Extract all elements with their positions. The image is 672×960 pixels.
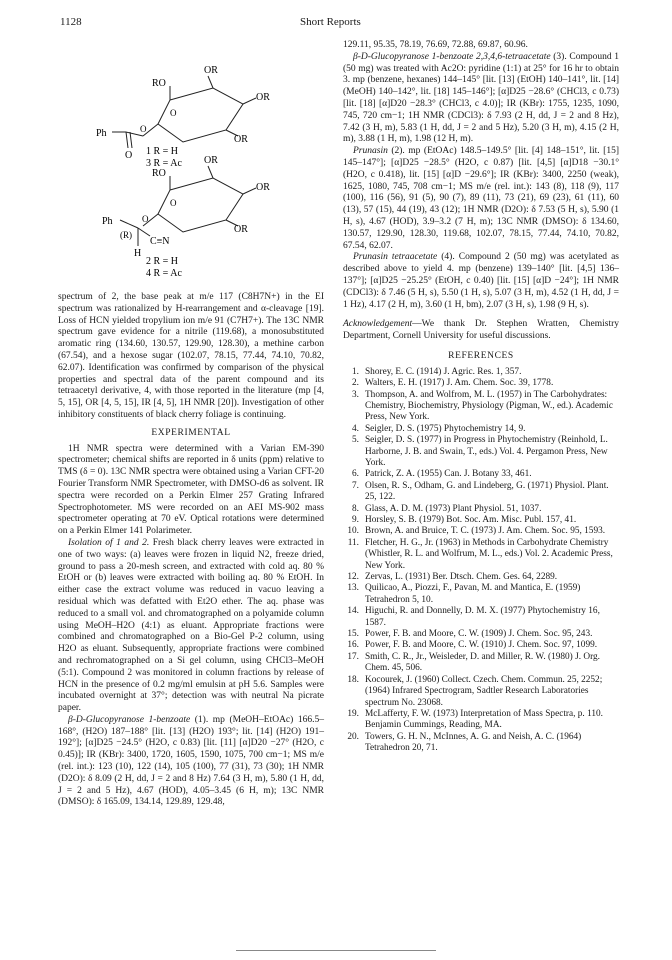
reference-number: 13. — [347, 583, 359, 594]
reference-number: 12. — [347, 572, 359, 583]
struct-label: (R) — [120, 230, 132, 240]
reference-text: Thompson, A. and Wolfrom, M. L. (1957) in The Carbohydrates: Chemistry, Biochemistry, Physiology (Pigman, W., ed.). Academic Press, New York. — [365, 389, 613, 423]
benzoate-text: (1). mp (MeOH–EtOAc) 166.5–168°, (H2O) 187–188° [lit. [13] (H2O) 193°; lit. [14] (H2O) 191–192°]; [α]D25 −24.5° (H2O, c 0.83) [lit. [11] [α]D20 −27° (H2O, c 0.45)]; IR (KBr): 3400, 1720, 1605, 1590, 1075, 700 cm−1; MS m/e (rel. int.): 123 (10), 122 (14), 105 (100), 77 (31), 73 (30); 1H NMR (D2O): δ 8.09 (2 H, dd, J = 2 and 8 Hz) 7.64 (3 H, m), 5.80 (1 H, dd, J = 2 and 5 Hz), 4.67 (HOD), 4.05–3.45 (6 H, m); 13C NMR (DMSO): δ 165.09, 134.14, 129.89, 129.48, — [58, 714, 324, 808]
running-head: Short Reports — [300, 16, 361, 28]
reference-number: 11. — [347, 537, 359, 548]
struct-label: Ph — [96, 128, 107, 139]
acknowledgement — [343, 319, 619, 343]
chemical-structures — [58, 58, 308, 280]
reference-item — [343, 481, 619, 504]
reference-item — [343, 675, 619, 709]
reference-item — [343, 538, 619, 572]
reference-text: Kocourek, J. (1960) Collect. Czech. Chem. Commun. 25, 2252; (1964) Infrared Spectrogram, Sadtler Research Laboratories spectrum No. 23068. — [365, 674, 603, 708]
reference-text: Power, F. B. and Moore, C. W. (1910) J. Chem. Soc. 97, 1099. — [365, 640, 598, 651]
reference-number: 8. — [352, 503, 359, 514]
struct-label: OR — [234, 134, 248, 145]
reference-item — [343, 367, 619, 378]
struct-label: H — [134, 248, 142, 259]
reference-text: Horsley, S. B. (1979) Bot. Soc. Am. Misc. Publ. 157, 41. — [365, 515, 577, 525]
reference-text: Towers, G. H. N., McInnes, A. G. and Neish, A. C. (1964) Tetrahedron 20, 71. — [365, 731, 582, 754]
isolation-paragraph — [58, 538, 324, 715]
prunasin-text: (2). mp (EtOAc) 148.5–149.5° [lit. [4] 148–151°, lit. [15] 145–147°]; [α]D25 −28.5° (H2O, c 0.87) [lit. [4,5] [α]D18 −30.1° (H2O, c 0.418), lit. [15] [α]D −29.6°]; IR (KBr): 3400, 2250 (weak), 1625, 1080, 745, 708 cm−1; MS m/e (rel. int.): 143 (8), 118 (9), 117 (100), 116 (56), 91 (5), 90 (7), 89 (11), 73 (21), 69 (23), 61 (11), 60 (13), 57 (15), 44 (19), 43 (12); 1H NMR (D2O): δ 7.53 (5 H, s), 5.90 (1 H, s), 4.67 (HOD), 3.9–3.2 (7 H, m); 13C NMR (DMSO): δ 134.60, 130.57, 129.90, 128.30, 119.68, 102.07, 78.15, 77.44, 74.10, 70.82, 67.54, 62.07. — [343, 146, 619, 251]
references-list — [343, 367, 619, 755]
tetraacetate-paragraph — [343, 52, 619, 146]
reference-text: Olsen, R. S., Odham, G. and Lindeberg, G. (1971) Physiol. Plant. 25, 122. — [365, 480, 609, 503]
reference-item — [343, 572, 619, 583]
tetraacetate-text: (3). Compound 1 (50 mg) was treated with Ac2O: pyridine (1:1) at 25° for 16 hr to obtain 3. mp (benzene, hexanes) 144–145° [lit. [13] (EtOH) 140–141°, lit. [14] (MeOH) 140–142°, lit. [18] 145–146°]; [α]D25 −28.6° (CHCl3, c 0.73) [lit. [18] [α]D20 −28.3° (CHCl3, c 4.0)]; IR (KBr): 1755, 1235, 1090, 745, 720 cm−1; 1H NMR (CDCl3): δ 7.93 (2 H, dd, J = 2 and 8 Hz), 7.42 (3 H, m), 5.83 (1 H, dd, J = 2 and 5 Hz), 5.20 (3 H, m), 4.15 (2 H, m), 3.88 (1 H, m), 1.98 (12 H, m). — [343, 51, 619, 145]
reference-number: 19. — [347, 708, 359, 719]
isolation-text: Fresh black cherry leaves were extracted in one of two ways: (a) leaves were frozen in liquid N2, freeze dried, ground to pass a 20-mesh screen, and extracted with cold aq. 80 % EtOH or (b) leaves were extracted with boiling aq. 80 % EtOH. In either case the extract volume was reduced in vacuo leaving a residual which was defatted with Et2O ether. The aq. phase was reduced to a small vol. and chromatographed on a polyamide column using MeOH–H2O (4:1) as eluant. Appropriate fractions were combined and chromatographed on a Bio-Gel P-2 column, using H2O as eluant. Subsequently, appropriate fractions were combined and rechromatographed on a Si gel column, using CHCl3–MeOH (5:1). Compound 2 was monitored in column fractions by release of HCN in the presence of 0.2 mg/ml emulsin at pH 5.6. Samples were incubated overnight at 37°; detection was with neutral Na picrate paper. — [58, 537, 324, 714]
struct-label: RO — [152, 168, 166, 179]
reference-item — [343, 504, 619, 515]
struct-label: OR — [204, 155, 218, 166]
page-number: 1128 — [60, 16, 82, 28]
reference-text: Higuchi, R. and Donnelly, D. M. X. (1977) Phytochemistry 16, 1587. — [365, 606, 600, 628]
reference-item — [343, 709, 619, 732]
reference-text: McLafferty, F. W. (1973) Interpretation of Mass Spectra, p. 110. Benjamin Cummings, Reading, MA. — [365, 708, 603, 731]
prunasin-tetraacetate-text: (4). Compound 2 (50 mg) was acetylated as described above to yield 4. mp (benzene) 139–140° [lit. [4,5] 136–137°]; [α]D25 −25.25° (EtOH, c 0.40) [lit. [15] [α]D −24°]; 1H NMR (CDCl3): δ 7.46 (5 H, s), 5.50 (1 H, s), 5.07 (3 H, m), 4.52 (1 H, dd, J = 1 Hz), 4.17 (2 H, m), 3.60 (1 H, bm), 2.07 (3 H, s), 1.98 (9 H, s). — [343, 252, 619, 310]
reference-text: Patrick, Z. A. (1955) Can. J. Botany 33, 461. — [365, 469, 532, 480]
left-column — [58, 292, 324, 809]
struct-label: OR — [234, 224, 248, 235]
prunasin-paragraph — [343, 146, 619, 252]
reference-item — [343, 390, 619, 424]
reference-number: 10. — [347, 526, 359, 537]
reference-item — [343, 515, 619, 526]
reference-number: 16. — [347, 640, 359, 651]
compound-label: 3 R = Ac — [146, 158, 182, 169]
reference-text: Power, F. B. and Moore, C. W. (1909) J. Chem. Soc. 95, 243. — [365, 629, 593, 640]
reference-item — [343, 469, 619, 480]
right-column — [343, 40, 619, 755]
reference-text: Smith, C. R., Jr., Weisleder, D. and Miller, R. W. (1980) J. Org. Chem. 45, 506. — [365, 651, 600, 674]
struct-label: OR — [204, 65, 218, 76]
methods-paragraph: 1H NMR spectra were determined with a Varian EM-390 spectrometer; chemical shifts are reported in δ units (ppm) relative to TMS (δ = 0). 13C NMR spectra were obtained using a Varian CFT-20 Fourier Transform NMR Spectrometer, with DMSO-d6 as solvent. IR spectra were recorded on a Perkin Elmer 257 Grating Infrared Spectrophotometer. MS were recorded on an AEI MS-902 mass spectrometer operating at 70 eV. Optical rotations were determined on a Perkin Elmer 141 Polarimeter. — [58, 443, 324, 537]
reference-number: 9. — [352, 515, 359, 525]
references-heading: REFERENCES — [448, 350, 514, 361]
struct-label: C≡N — [150, 236, 170, 247]
reference-number: 5. — [352, 435, 359, 446]
ack-text: —We thank Dr. Stephen Wratten, Chemistry Department, Cornell University for useful discussions. — [343, 319, 619, 342]
ack-title: Acknowledgement — [343, 319, 413, 330]
reference-text: Walters, E. H. (1917) J. Am. Chem. Soc. 39, 1778. — [365, 378, 554, 389]
reference-text: Zervas, L. (1931) Ber. Dtsch. Chem. Ges. 64, 2289. — [365, 572, 558, 583]
struct-label: O — [170, 198, 177, 208]
benzoate-title: β-D-Glucopyranose 1-benzoate — [68, 714, 191, 725]
reference-number: 20. — [347, 731, 359, 742]
reference-number: 4. — [352, 423, 359, 434]
reference-text: Shorey, E. C. (1914) J. Agric. Res. 1, 357. — [365, 366, 522, 377]
tetraacetate-title: β-D-Glucopyranose 1-benzoate 2,3,4,6-tetraacetate — [353, 51, 551, 62]
results-paragraph: spectrum of 2, the base peak at m/e 117 (C8H7N+) in the EI spectrum was rationalized by H-rearrangement and α-cleavage [19]. Loss of HCN yielded tropylium ion m/e 91 (C7H7+). The 13C NMR spectrum gave evidence for a nitrile (119.68), a monosubstituted aromatic ring (134.60, 130.57, 129.90, 128.30), a methine carbon (67.54), and a hexose sugar (102.07, 78.15, 77.44, 74.10, 70.82, 62.07). Identification was confirmed by comparison of the physical properties and spectral data of the parent compound and its tetraacetyl derivative, 4, with those reported in the literature (mp [4, 5, 15], OR [4, 5, 15], IR [4, 5], 1H NMR [20]). Investigation of other inhibitory constituents of black cherry foliage is continuing. — [58, 292, 324, 420]
reference-text: Seigler, D. S. (1977) in Progress in Phytochemistry (Reinhold, L. Harborne, J. B. and Swain, T., eds.) Vol. 4. Pergamon Press, New York. — [365, 435, 608, 468]
reference-number: 14. — [347, 606, 359, 617]
reference-item — [343, 606, 619, 629]
prunasin-tetraacetate-paragraph — [343, 252, 619, 311]
reference-item — [343, 378, 619, 389]
isolation-title: Isolation of 1 and 2. — [68, 537, 150, 548]
reference-number: 6. — [352, 469, 359, 480]
reference-item — [343, 526, 619, 537]
footer-rule — [236, 950, 436, 951]
reference-item — [343, 629, 619, 640]
compound-label: 4 R = Ac — [146, 268, 182, 279]
reference-number: 3. — [352, 389, 359, 400]
benzoate-paragraph — [58, 715, 324, 809]
struct-label: Ph — [102, 216, 113, 227]
reference-item — [343, 640, 619, 651]
struct-label: RO — [152, 78, 166, 89]
reference-item — [343, 435, 619, 469]
reference-text: Glass, A. D. M. (1973) Plant Physiol. 51, 1037. — [365, 503, 542, 514]
reference-text: Fletcher, H. G., Jr. (1963) in Methods in Carbohydrate Chemistry (Whistler, R. L. and Wolfrum, M. L., eds.) Vol. 2. Academic Press, New York. — [365, 537, 613, 571]
reference-text: Seigler, D. S. (1975) Phytochemistry 14, 9. — [365, 423, 526, 434]
reference-number: 17. — [347, 651, 359, 662]
reference-text: Brown, A. and Bruice, T. C. (1973) J. Am. Chem. Soc. 95, 1593. — [365, 526, 606, 537]
struct-label: OR — [256, 92, 270, 103]
reference-number: 15. — [347, 629, 359, 640]
struct-label: O — [170, 108, 177, 118]
compound-label: 1 R = H — [146, 146, 179, 157]
reference-item — [343, 424, 619, 435]
reference-item — [343, 583, 619, 606]
nmr-continuation: 129.11, 95.35, 78.19, 76.69, 72.88, 69.87, 60.96. — [343, 40, 528, 50]
struct-label: O — [140, 124, 147, 134]
reference-number: 7. — [352, 480, 359, 491]
reference-text: Quilicao, A., Piozzi, F., Pavan, M. and Mantica, E. (1959) Tetrahedron 5, 10. — [365, 583, 581, 605]
reference-item — [343, 732, 619, 755]
reference-item — [343, 652, 619, 675]
compound-label: 2 R = H — [146, 256, 179, 267]
prunasin-title: Prunasin — [353, 146, 388, 157]
reference-number: 2. — [352, 378, 359, 389]
reference-number: 1. — [352, 366, 359, 377]
experimental-heading: EXPERIMENTAL — [151, 427, 231, 438]
struct-label: O — [142, 214, 149, 224]
reference-number: 18. — [347, 674, 359, 685]
struct-label: OR — [256, 182, 270, 193]
prunasin-tetraacetate-title: Prunasin tetraacetate — [353, 252, 438, 263]
struct-label: O — [125, 150, 133, 161]
